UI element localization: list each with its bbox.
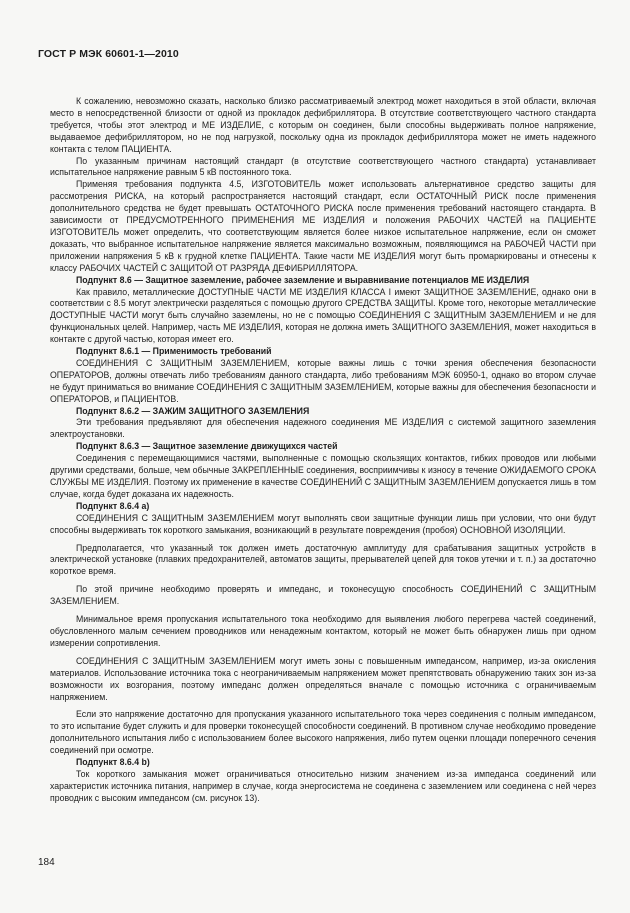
- paragraph: Ток короткого замыкания может ограничиваться относительно низким значением из-за импеданса соединений или характеристик источника питания, например в случае, когда энергосистема не соединена с заземлением или соединена с ней через проводник с высоким импедансом (см. рисунок 13).: [50, 768, 596, 803]
- section-heading: Подпункт 8.6.1 — Применимость требований: [76, 346, 272, 357]
- paragraph: СОЕДИНЕНИЯ С ЗАЩИТНЫМ ЗАЗЕМЛЕНИЕМ, которые важны лишь с точки зрения обеспечения безопасности ОПЕРАТОРОВ, должны отвечать либо требованиям данного стандарта, либо требованиям МЭК 60950-1, однако во втором случае не будут приниматься во внимание СОЕДИНЕНИЯ С ЗАЩИТНЫМ ЗАЗЕМЛЕНИЕМ, которые важны для обеспечения безопасности и ОПЕРАТОРОВ, и ПАЦИЕНТОВ.: [50, 357, 596, 404]
- section-heading: Подпункт 8.6.3 — Защитное заземление движущихся частей: [76, 441, 338, 452]
- paragraph: По этой причине необходимо проверять и импеданс, и токонесущую способность СОЕДИНЕНИЙ С ЗАЩИТНЫМ ЗАЗЕМЛЕНИЕМ.: [50, 584, 596, 607]
- paragraph: СОЕДИНЕНИЯ С ЗАЩИТНЫМ ЗАЗЕМЛЕНИЕМ могут выполнять свои защитные функции лишь при условии, что они будут способны выдерживать ток короткого замыкания, возникающий в результате повреждения (пробоя) ОСНОВНОЙ ИЗОЛЯЦИИ.: [50, 512, 596, 535]
- section-heading: Подпункт 8.6 — Защитное заземление, рабочее заземление и выравнивание потенциалов МЕ ИЗДЕЛИЯ: [76, 274, 530, 285]
- document-body: [50, 96, 596, 805]
- section-heading: Подпункт 8.6.4 b): [76, 757, 150, 768]
- paragraph: Если это напряжение достаточно для пропускания указанного испытательного тока через соединения с полным импедансом, то это испытание будет служить и для проверки токонесущей способности соединений. В противном случае необходимо проведение дополнительного испытания либо с использованием более высокого напряжения, либо путем оценки площади поперечного сечения соединений при осмотре.: [50, 709, 596, 756]
- paragraph: СОЕДИНЕНИЯ С ЗАЩИТНЫМ ЗАЗЕМЛЕНИЕМ могут иметь зоны с повышенным импедансом, например, из-за окисления материалов. Использование источника тока с неограничиваемым напряжением может препятствовать обнаружению таких зон из-за возможности их возгорания, поэтому импеданс должен определяться вначале с помощью источника с ограничиваемым напряжением.: [50, 655, 596, 702]
- paragraph: По указанным причинам настоящий стандарт (в отсутствие соответствующего частного стандарта) устанавливает испытательное напряжение равным 5 кВ постоянного тока.: [50, 155, 596, 178]
- section-heading: Подпункт 8.6.4 а): [76, 500, 150, 511]
- paragraph: Соединения с перемещающимися частями, выполненные с помощью скользящих контактов, гибких проводов или любыми другими средствами, больше, чем обычные ЗАКРЕПЛЕННЫЕ соединения, восприимчивы к износу в течение ОЖИДАЕМОГО СРОКА СЛУЖБЫ МЕ ИЗДЕЛИЯ. Поэтому их применение в качестве СОЕДИНЕНИЙ С ЗАЩИТНЫМ ЗАЗЕМЛЕНИЕМ допускается лишь в том случае, когда будет доказана их надежность.: [50, 453, 596, 499]
- paragraph: К сожалению, невозможно сказать, насколько близко рассматриваемый электрод может находиться в этой области, включая место в непосредственной близости от одной из прокладок дефибриллятора. В отсутствие соответствующего частного стандарта требуется, чтобы этот электрод и МЕ ИЗДЕЛИЕ, с которым он соединен, были способны выдерживать полное напряжение, выдаваемое дефибриллятором, но не под нагрузкой, поскольку одна из прокладок дефибриллятора может не иметь надежного контакта с телом ПАЦИЕНТА.: [50, 96, 596, 154]
- paragraph: Минимальное время пропускания испытательного тока необходимо для выявления любого перегрева частей соединений, обусловленного малым сечением проводников или ненадежным контактом, который не может быть обнаружен лишь при одном измерении сопротивления.: [50, 614, 596, 648]
- paragraph: Эти требования предъявляют для обеспечения надежного соединения МЕ ИЗДЕЛИЯ с системой защитного заземления электроустановки.: [50, 417, 596, 440]
- standard-header: ГОСТ Р МЭК 60601-1—2010: [38, 48, 179, 60]
- paragraph: Применяя требования подпункта 4.5, ИЗГОТОВИТЕЛЬ может использовать альтернативное средство защиты для рассмотрения РИСКА, на который распространяется настоящий стандарт, если ОСТАТОЧНЫЙ РИСК после применения дополнительного средства не будет превышать ОСТАТОЧНОГО РИСКА после применения требований настоящего стандарта. В зависимости от ПРЕДУСМОТРЕННОГО ПРИМЕНЕНИЯ МЕ ИЗДЕЛИЯ и положения РАБОЧИХ ЧАСТЕЙ на ПАЦИЕНТЕ ИЗГОТОВИТЕЛЬ может определить, что соответствующим является более низкое испытательное напряжение, если он сможет доказать, что выбранное испытательное напряжение является максимально возможным, появляющимся на РАБОЧЕЙ ЧАСТИ при приложении напряжения 5 кВ к грудной клетке ПАЦИЕНТА. Такие части МЕ ИЗДЕЛИЯ могут быть промаркированы и отнесены к классу РАБОЧИХ ЧАСТЕЙ С ЗАЩИТОЙ ОТ РАЗРЯДА ДЕФИБРИЛЛЯТОРА.: [50, 179, 596, 273]
- page-number: 184: [38, 857, 55, 868]
- paragraph: Как правило, металлические ДОСТУПНЫЕ ЧАСТИ МЕ ИЗДЕЛИЯ КЛАССА I имеют ЗАЩИТНОЕ ЗАЗЕМЛЕНИЕ, однако они в соответствии с 8.5 могут электрически разделяться с помощью другого СРЕДСТВА ЗАЩИТЫ. Кроме того, некоторые металлические ДОСТУПНЫЕ ЧАСТИ могут быть случайно заземлены, но не с помощью СОЕДИНЕНИЯ С ЗАЩИТНЫМ ЗАЗЕМЛЕНИЕМ и не для функциональных целей. Например, часть МЕ ИЗДЕЛИЯ, которая не должна иметь ЗАЩИТНОГО ЗАЗЕМЛЕНИЯ, может находиться в контакте с другой частью, которая имеет его.: [50, 286, 596, 345]
- section-heading: Подпункт 8.6.2 — ЗАЖИМ ЗАЩИТНОГО ЗАЗЕМЛЕНИЯ: [76, 405, 310, 416]
- paragraph: Предполагается, что указанный ток должен иметь достаточную амплитуду для срабатывания защитных устройств в электрической установке (плавких предохранителей, автоматов защиты, прерывателей цепей для токов утечки и т. п.) за достаточно короткое время.: [50, 542, 596, 577]
